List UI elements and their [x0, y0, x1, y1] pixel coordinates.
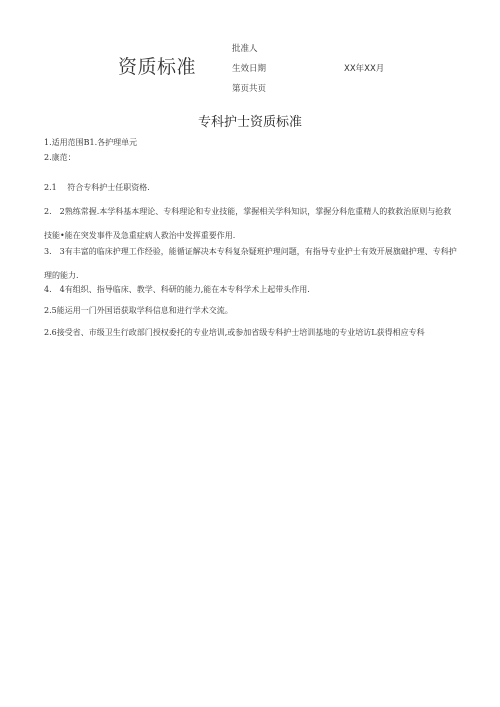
requirement-item: 4. 4有组织、指导临床、教学、科研的能力,能在本专科学术上起带头作用. [44, 285, 310, 294]
requirement-item: 2. 2熟练常握.本学科基本理论、专科理论和专业技能，掌握相关学科知识，掌握分科危重精人的救救治原则与抢救技能•能在突发事件及急重症病人救治中发挥重要作用. [44, 207, 452, 240]
effective-date-label: 生效日期 [232, 64, 267, 74]
page-title: 专科护士资质标准 [197, 115, 302, 130]
requirement-item: 2.1 符合专科护士任职资格. [44, 183, 150, 192]
qualification-heading: 2.康范： [44, 153, 76, 162]
requirement-item: 2.5能运用一门外国语获取学科信息和进行学术交流。 [44, 306, 233, 315]
requirement-item: 3. 3有丰富的临床护理工作经验，能循证解决本专科复杂疑班护理问题，有指导专业护士有效开展旗础护理、专科护理的能力. [44, 247, 457, 280]
scope-line: 1.适用范围B1.各护理单元 [44, 138, 138, 147]
requirement-item: 2.6接受省、市级卫生行政部门授权委托的专业培训,或参加省级专科护士培训基地的专业培访L获得相应专科 [44, 328, 425, 337]
document-header [0, 0, 500, 100]
effective-date-value: XX年XX月 [344, 64, 385, 74]
page-count-label: 第页共页 [232, 84, 267, 94]
approver-label: 批准人 [232, 44, 258, 54]
document-category-label: 资质标准 [118, 56, 197, 78]
